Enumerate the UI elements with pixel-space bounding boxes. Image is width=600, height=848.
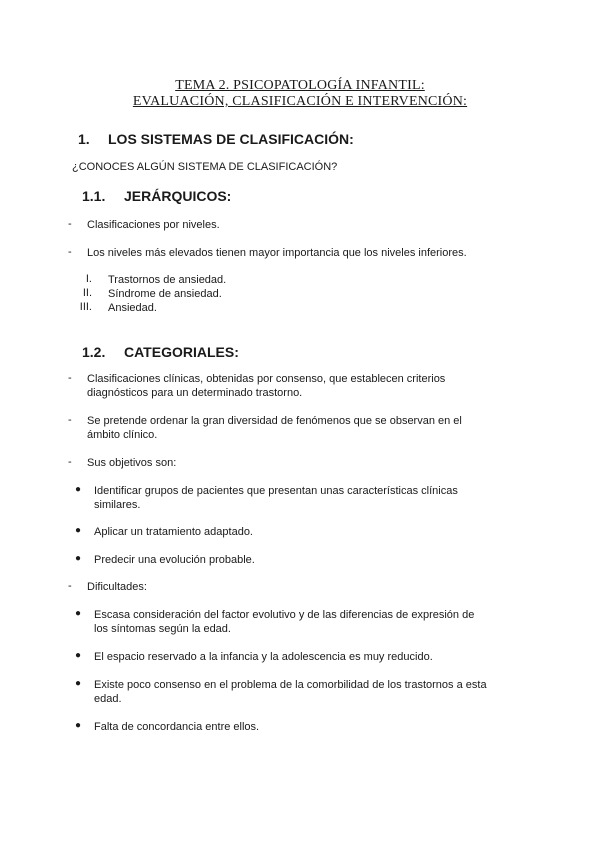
document-title-line1: TEMA 2. PSICOPATOLOGÍA INFANTIL:: [175, 78, 425, 93]
bullet-item-line: edad.: [94, 693, 122, 705]
section-1-number: 1.: [78, 131, 90, 147]
roman-marker: II.: [82, 287, 92, 299]
bullet-item-line: similares.: [94, 499, 141, 511]
list-item: Dificultades:: [87, 581, 147, 593]
bullet-item-line: los síntomas según la edad.: [94, 623, 231, 635]
section-1-2-number: 1.2.: [82, 344, 106, 360]
section-1-1-number: 1.1.: [82, 188, 106, 204]
bullet-icon: ●: [75, 650, 82, 661]
list-item-line: Se pretende ordenar la gran diversidad de fenómenos que se observan en el: [87, 415, 462, 427]
list-item-line: Clasificaciones clínicas, obtenidas por consenso, que establecen criterios: [87, 373, 446, 385]
list-item: Síndrome de ansiedad.: [108, 288, 222, 300]
bullet-icon: ●: [75, 678, 82, 689]
list-item-line: diagnósticos para un determinado trastorno.: [87, 387, 303, 399]
bullet-icon: ●: [75, 608, 82, 619]
bullet-item-line: El espacio reservado a la infancia y la adolescencia es muy reducido.: [94, 651, 433, 663]
list-item: Trastornos de ansiedad.: [108, 274, 227, 286]
list-item-line: ámbito clínico.: [87, 429, 158, 441]
list-item: Los niveles más elevados tienen mayor importancia que los niveles inferiores.: [87, 247, 467, 259]
bullet-icon: ●: [75, 553, 82, 564]
dash-marker: -: [68, 414, 72, 426]
bullet-item-line: Identificar grupos de pacientes que presentan unas características clínicas: [94, 485, 458, 497]
dash-marker: -: [68, 580, 72, 592]
document-title-line2: EVALUACIÓN, CLASIFICACIÓN E INTERVENCIÓN:: [132, 94, 468, 109]
roman-marker: I.: [85, 273, 92, 285]
section-1-question: ¿CONOCES ALGÚN SISTEMA DE CLASIFICACIÓN?: [72, 161, 338, 173]
bullet-icon: ●: [75, 720, 82, 731]
dash-marker: -: [68, 218, 72, 230]
bullet-item-line: Existe poco consenso en el problema de la comorbilidad de los trastornos a esta: [94, 679, 487, 691]
list-item: Clasificaciones por niveles.: [87, 219, 220, 231]
dash-marker: -: [68, 246, 72, 258]
section-1-2-heading: CATEGORIALES:: [124, 344, 239, 360]
section-1-1-heading: JERÁRQUICOS:: [124, 188, 232, 204]
bullet-icon: ●: [75, 525, 82, 536]
bullet-item-line: Falta de concordancia entre ellos.: [94, 721, 260, 733]
list-item: Ansiedad.: [108, 302, 157, 314]
section-1-heading: LOS SISTEMAS DE CLASIFICACIÓN:: [108, 131, 354, 147]
dash-marker: -: [68, 456, 72, 468]
bullet-item-line: Predecir una evolución probable.: [94, 554, 255, 566]
roman-marker: III.: [79, 301, 92, 313]
list-item: Sus objetivos son:: [87, 457, 177, 469]
bullet-icon: ●: [75, 484, 82, 495]
bullet-item-line: Escasa consideración del factor evolutivo y de las diferencias de expresión de: [94, 609, 475, 621]
dash-marker: -: [68, 372, 72, 384]
bullet-item-line: Aplicar un tratamiento adaptado.: [94, 526, 253, 538]
